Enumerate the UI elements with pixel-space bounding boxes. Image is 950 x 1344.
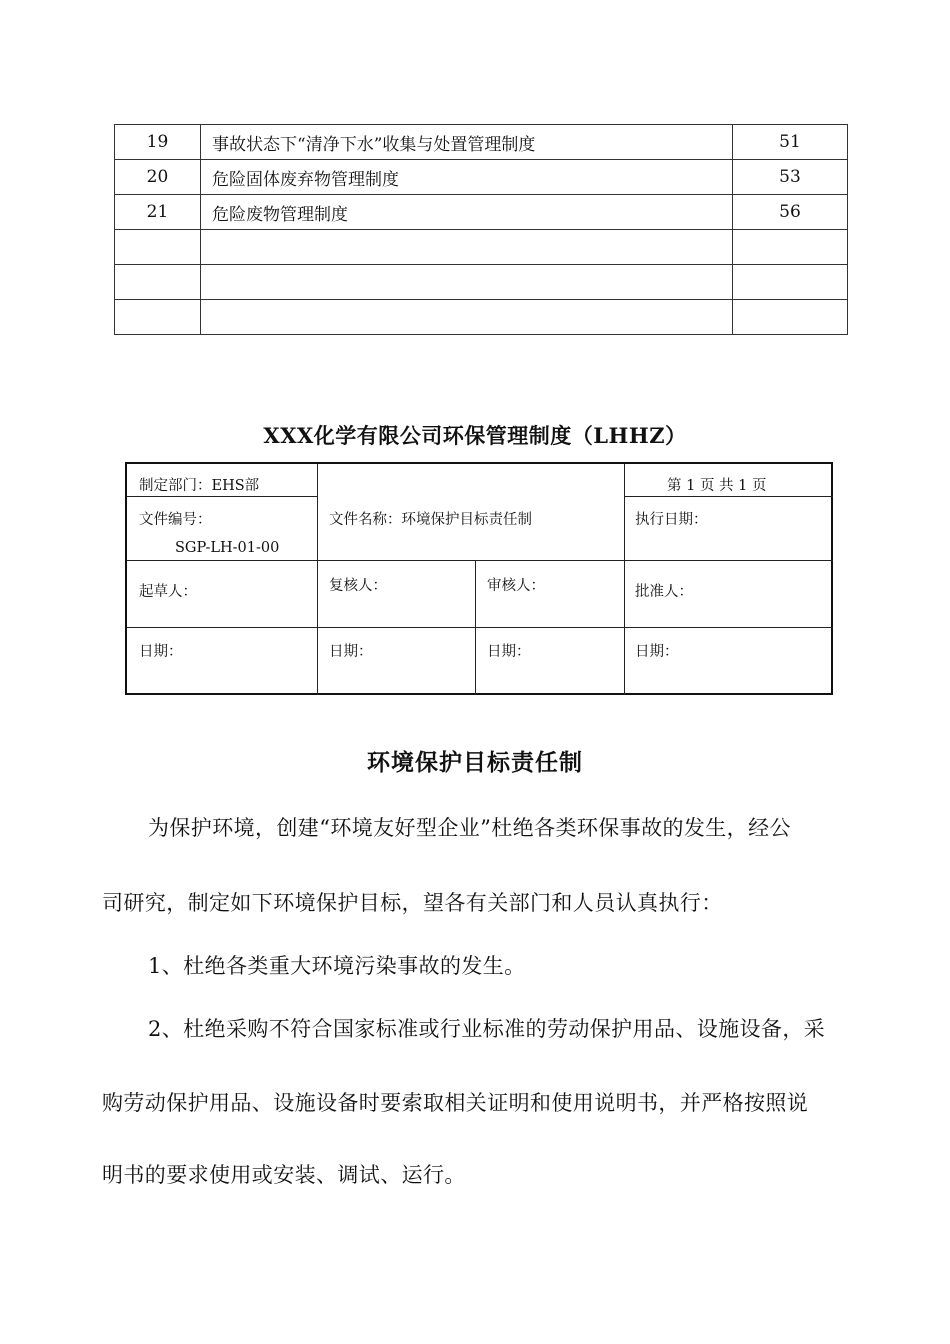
date-label: 日期： [139, 644, 183, 660]
toc-page: 51 [733, 125, 848, 160]
toc-name: 危险废物管理制度 [201, 195, 733, 230]
auditor-label: 审核人： [487, 578, 545, 594]
table-row [115, 195, 848, 230]
paragraph-line: 司研究，制定如下环境保护目标，望各有关部门和人员认真执行： [102, 891, 723, 915]
toc-number: 20 [115, 160, 201, 195]
document-header-title: XXX化学有限公司环保管理制度（LHHZ） [263, 423, 687, 448]
toc-name [201, 300, 733, 335]
dept-label: 制定部门：EHS部 [139, 478, 260, 494]
divider [317, 464, 318, 695]
divider [624, 464, 625, 695]
file-name: 文件名称：环境保护目标责任制 [329, 512, 532, 528]
file-number-label: 文件编号： [139, 512, 212, 528]
table-row [115, 160, 848, 195]
file-number-value: SGP-LH-01-00 [175, 540, 280, 556]
approver-label: 批准人： [635, 584, 693, 600]
table-row [115, 125, 848, 160]
toc-number: 19 [115, 125, 201, 160]
toc-page: 56 [733, 195, 848, 230]
toc-number [115, 265, 201, 300]
divider [127, 496, 317, 497]
divider [127, 560, 833, 561]
date-label: 日期： [487, 644, 531, 660]
paragraph-line: 明书的要求使用或安装、调试、运行。 [102, 1163, 466, 1187]
paragraph-line: 1、杜绝各类重大环境污染事故的发生。 [148, 954, 526, 978]
table-row [115, 265, 848, 300]
page-info: 第 1 页 共 1 页 [667, 478, 767, 494]
paragraph-line: 购劳动保护用品、设施设备时要索取相关证明和使用说明书，并严格按照说 [102, 1091, 809, 1115]
paragraph-line: 为保护环境，创建“环境友好型企业”杜绝各类环保事故的发生，经公 [148, 816, 791, 840]
toc-number: 21 [115, 195, 201, 230]
divider [127, 627, 833, 628]
table-row [115, 300, 848, 335]
toc-name [201, 265, 733, 300]
divider [624, 496, 833, 497]
paragraph-line: 2、杜绝采购不符合国家标准或行业标准的劳动保护用品、设施设备，采 [148, 1017, 826, 1041]
date-label: 日期： [329, 644, 373, 660]
toc-name: 危险固体废弃物管理制度 [201, 160, 733, 195]
toc-table [114, 124, 848, 335]
toc-number [115, 300, 201, 335]
toc-page [733, 230, 848, 265]
date-label: 日期： [635, 644, 679, 660]
toc-name [201, 230, 733, 265]
section-title: 环境保护目标责任制 [367, 749, 583, 776]
reviewer-label: 复核人： [329, 578, 387, 594]
table-row [115, 230, 848, 265]
document-control-box [125, 462, 833, 695]
drafter-label: 起草人： [139, 584, 197, 600]
toc-number [115, 230, 201, 265]
execution-date: 执行日期： [635, 512, 708, 528]
toc-page [733, 265, 848, 300]
toc-page [733, 300, 848, 335]
toc-name: 事故状态下“清净下水”收集与处置管理制度 [201, 125, 733, 160]
toc-page: 53 [733, 160, 848, 195]
